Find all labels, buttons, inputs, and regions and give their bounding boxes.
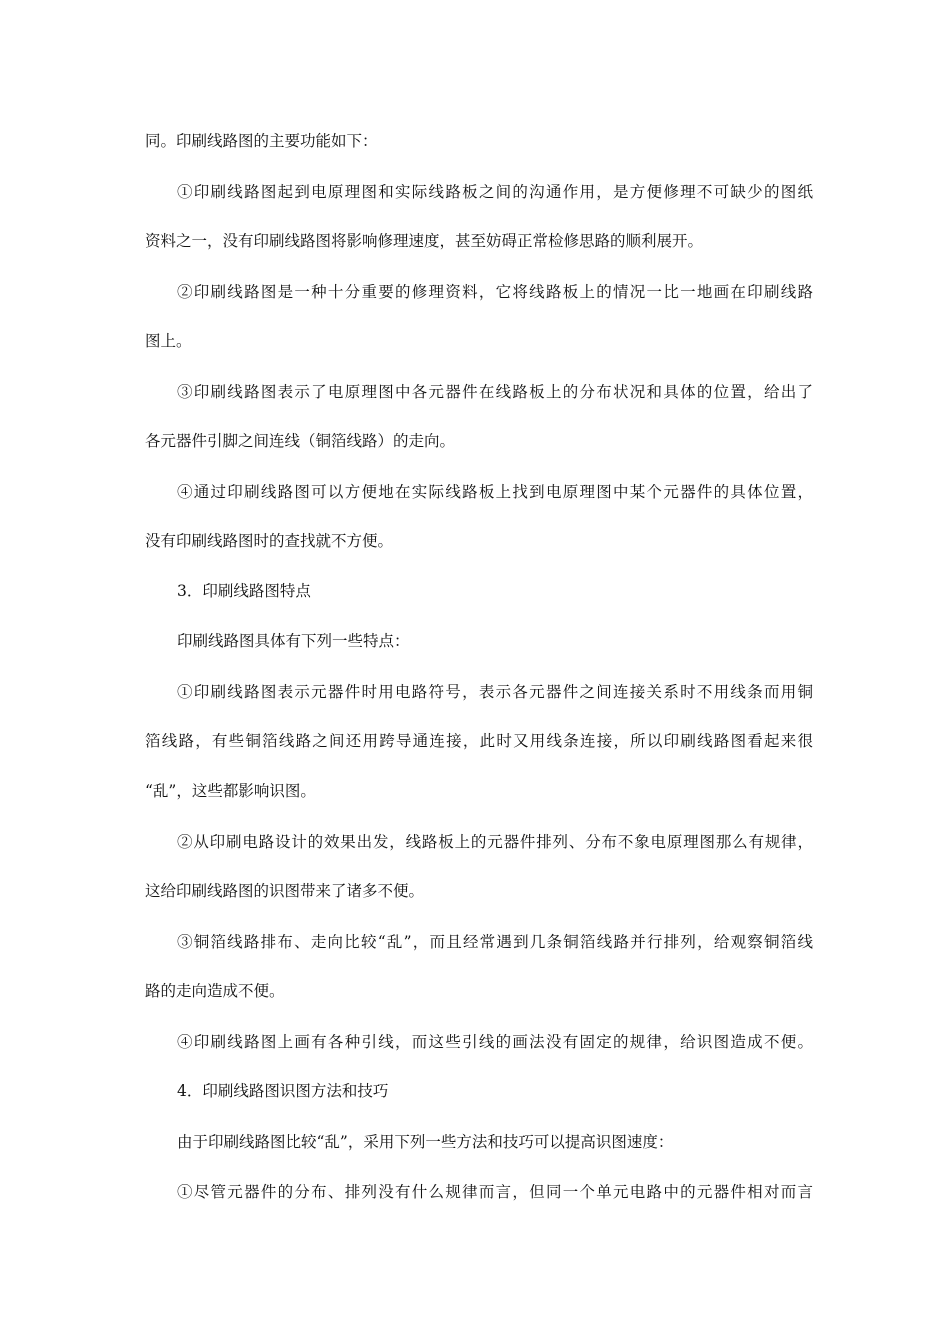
text-line-18: 路的走向造成不便。	[145, 982, 285, 1000]
text-line-3: 资料之一，没有印刷线路图将影响修理速度，甚至妨碍正常检修思路的顺利展开。	[145, 232, 704, 250]
text-line-15: ②从印刷电路设计的效果出发，线路板上的元器件排列、分布不象电原理图那么有规律，	[177, 833, 813, 851]
text-line-5: 图上。	[145, 332, 192, 350]
section-heading-4: 4．印刷线路图识图方法和技巧	[177, 1082, 389, 1100]
text-line-13: 箔线路，有些铜箔线路之间还用跨导通连接，此时又用线条连接，所以印刷线路图看起来很	[145, 732, 813, 750]
text-line-16: 这给印刷线路图的识图带来了诸多不便。	[145, 882, 425, 900]
section-heading-3: 3．印刷线路图特点	[177, 582, 311, 600]
text-line-4: ②印刷线路图是一种十分重要的修理资料，它将线路板上的情况一比一地画在印刷线路	[177, 283, 813, 301]
text-line-2: ①印刷线路图起到电原理图和实际线路板之间的沟通作用，是方便修理不可缺少的图纸	[177, 183, 813, 201]
text-line-17: ③铜箔线路排布、走向比较“乱”，而且经常遇到几条铜箔线路并行排列，给观察铜箔线	[177, 933, 813, 951]
text-line-12: ①印刷线路图表示元器件时用电路符号，表示各元器件之间连接关系时不用线条而用铜	[177, 683, 813, 701]
text-line-21: 由于印刷线路图比较“乱”，采用下列一些方法和技巧可以提高识图速度：	[177, 1133, 674, 1151]
text-line-11: 印刷线路图具体有下列一些特点：	[177, 632, 410, 650]
text-line-7: 各元器件引脚之间连线（铜箔线路）的走向。	[145, 432, 456, 450]
text-line-6: ③印刷线路图表示了电原理图中各元器件在线路板上的分布状况和具体的位置，给出了	[177, 383, 813, 401]
text-line-19: ④印刷线路图上画有各种引线，而这些引线的画法没有固定的规律，给识图造成不便。	[177, 1033, 813, 1051]
text-line-1: 同。印刷线路图的主要功能如下：	[145, 132, 378, 150]
text-line-14: “乱”，这些都影响识图。	[145, 782, 316, 800]
text-line-8: ④通过印刷线路图可以方便地在实际线路板上找到电原理图中某个元器件的具体位置，	[177, 483, 813, 501]
text-line-9: 没有印刷线路图时的查找就不方便。	[145, 532, 394, 550]
text-line-22: ①尽管元器件的分布、排列没有什么规律而言，但同一个单元电路中的元器件相对而言	[177, 1183, 813, 1201]
